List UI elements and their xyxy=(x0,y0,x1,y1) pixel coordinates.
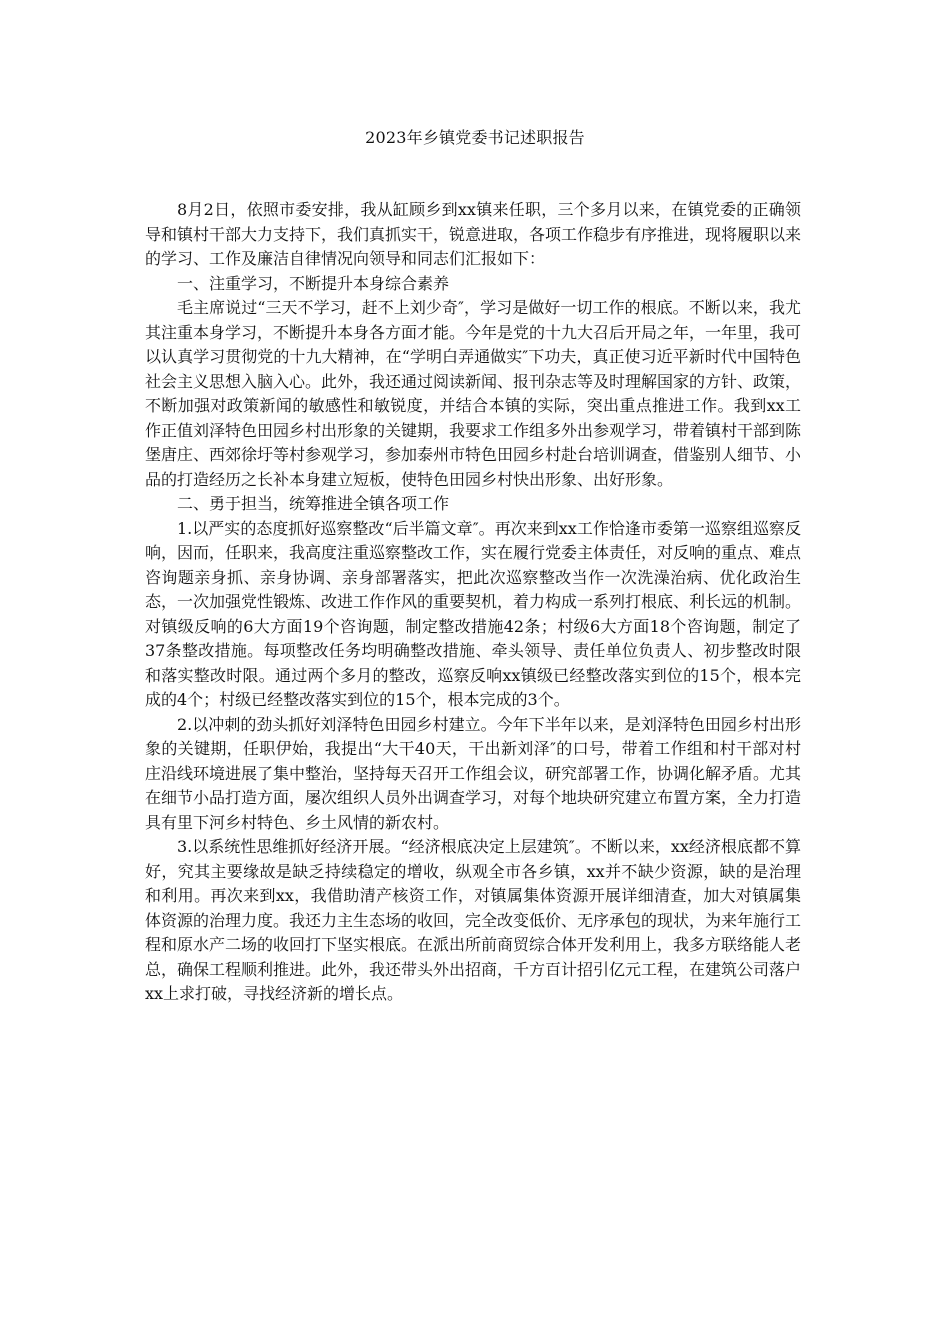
body-paragraph: 1.以严实的态度抓好巡察整改“后半篇文章″。再次来到xx工作恰逢市委第一巡察组巡察反响，因而，任职来，我高度注重巡察整改工作，实在履行党委主体责任，对反响的重点、难点咨询题亲身抓、亲身协调、亲身部署落实，把此次巡察整改当作一次洗澡治病、优化政治生态，一次加强党性锻炼、改进工作作风的重要契机，着力构成一系列打根底、利长远的机制。对镇级反响的6大方面19个咨询题，制定整改措施42条；村级6大方面18个咨询题，制定了37条整改措施。每项整改任务均明确整改措施、牵头领导、责任单位负责人、初步整改时限和落实整改时限。通过两个多月的整改，巡察反响xx镇级已经整改落实到位的15个，根本完成的4个；村级已经整改落实到位的15个，根本完成的3个。 xyxy=(145,518,802,709)
body-paragraph: 3.以系统性思维抓好经济开展。“经济根底决定上层建筑″。不断以来，xx经济根底都不算好，究其主要缘故是缺乏持续稳定的增收，纵观全市各乡镇，xx并不缺少资源，缺的是治理和利用。再次来到xx，我借助清产核资工作，对镇属集体资源开展详细清查，加大对镇属集体资源的治理力度。我还力主生态场的收回，完全改变低价、无序承包的现状，为来年施行工程和原水产二场的收回打下坚实根底。在派出所前商贸综合体开发利用上，我多方联络能人老总，确保工程顺利推进。此外，我还带头外出招商，千方百计招引亿元工程，在建筑公司落户xx上求打破，寻找经济新的增长点。 xyxy=(145,837,802,1003)
intro-paragraph: 8月2日，依照市委安排，我从缸顾乡到xx镇来任职，三个多月以来，在镇党委的正确领导和镇村干部大力支持下，我们真抓实干，锐意进取，各项工作稳步有序推进，现将履职以来的学习、工作及廉洁自律情况向领导和同志们汇报如下： xyxy=(145,200,802,268)
section-heading: 二、勇于担当，统筹推进全镇各项工作 xyxy=(177,494,450,513)
body-paragraph: 毛主席说过“三天不学习，赶不上刘少奇″，学习是做好一切工作的根底。不断以来，我尤其注重本身学习，不断提升本身各方面才能。今年是党的十九大召后开局之年，一年里，我可以认真学习贯彻党的十九大精神，在“学明白弄通做实″下功夫，真正使习近平新时代中国特色社会主义思想入脑入心。此外，我还通过阅读新闻、报刊杂志等及时理解国家的方针、政策，不断加强对政策新闻的敏感性和敏锐度，并结合本镇的实际，突出重点推进工作。我到xx工作正值刘泽特色田园乡村出形象的关键期，我要求工作组多外出参观学习，带着镇村干部到陈堡唐庄、西郊徐圩等村参观学习，参加泰州市特色田园乡村赴台培训调查，借鉴别人细节、小品的打造经历之长补本身建立短板，使特色田园乡村快出形象、出好形象。 xyxy=(145,298,802,489)
document-body xyxy=(145,198,801,1007)
section-heading: 一、注重学习，不断提升本身综合素养 xyxy=(177,273,450,293)
body-paragraph: 2.以冲刺的劲头抓好刘泽特色田园乡村建立。今年下半年以来，是刘泽特色田园乡村出形象的关键期，任职伊始，我提出“大干40天，干出新刘泽″的口号，带着工作组和村干部对村庄沿线环境进展了集中整治，坚持每天召开工作组会议，研究部署工作，协调化解矛盾。尤其在细节小品打造方面，屡次组织人员外出调查学习，对每个地块研究建立布置方案，全力打造具有里下河乡村特色、乡土风情的新农村。 xyxy=(145,714,802,832)
document-title: 2023年乡镇党委书记述职报告 xyxy=(365,128,585,147)
